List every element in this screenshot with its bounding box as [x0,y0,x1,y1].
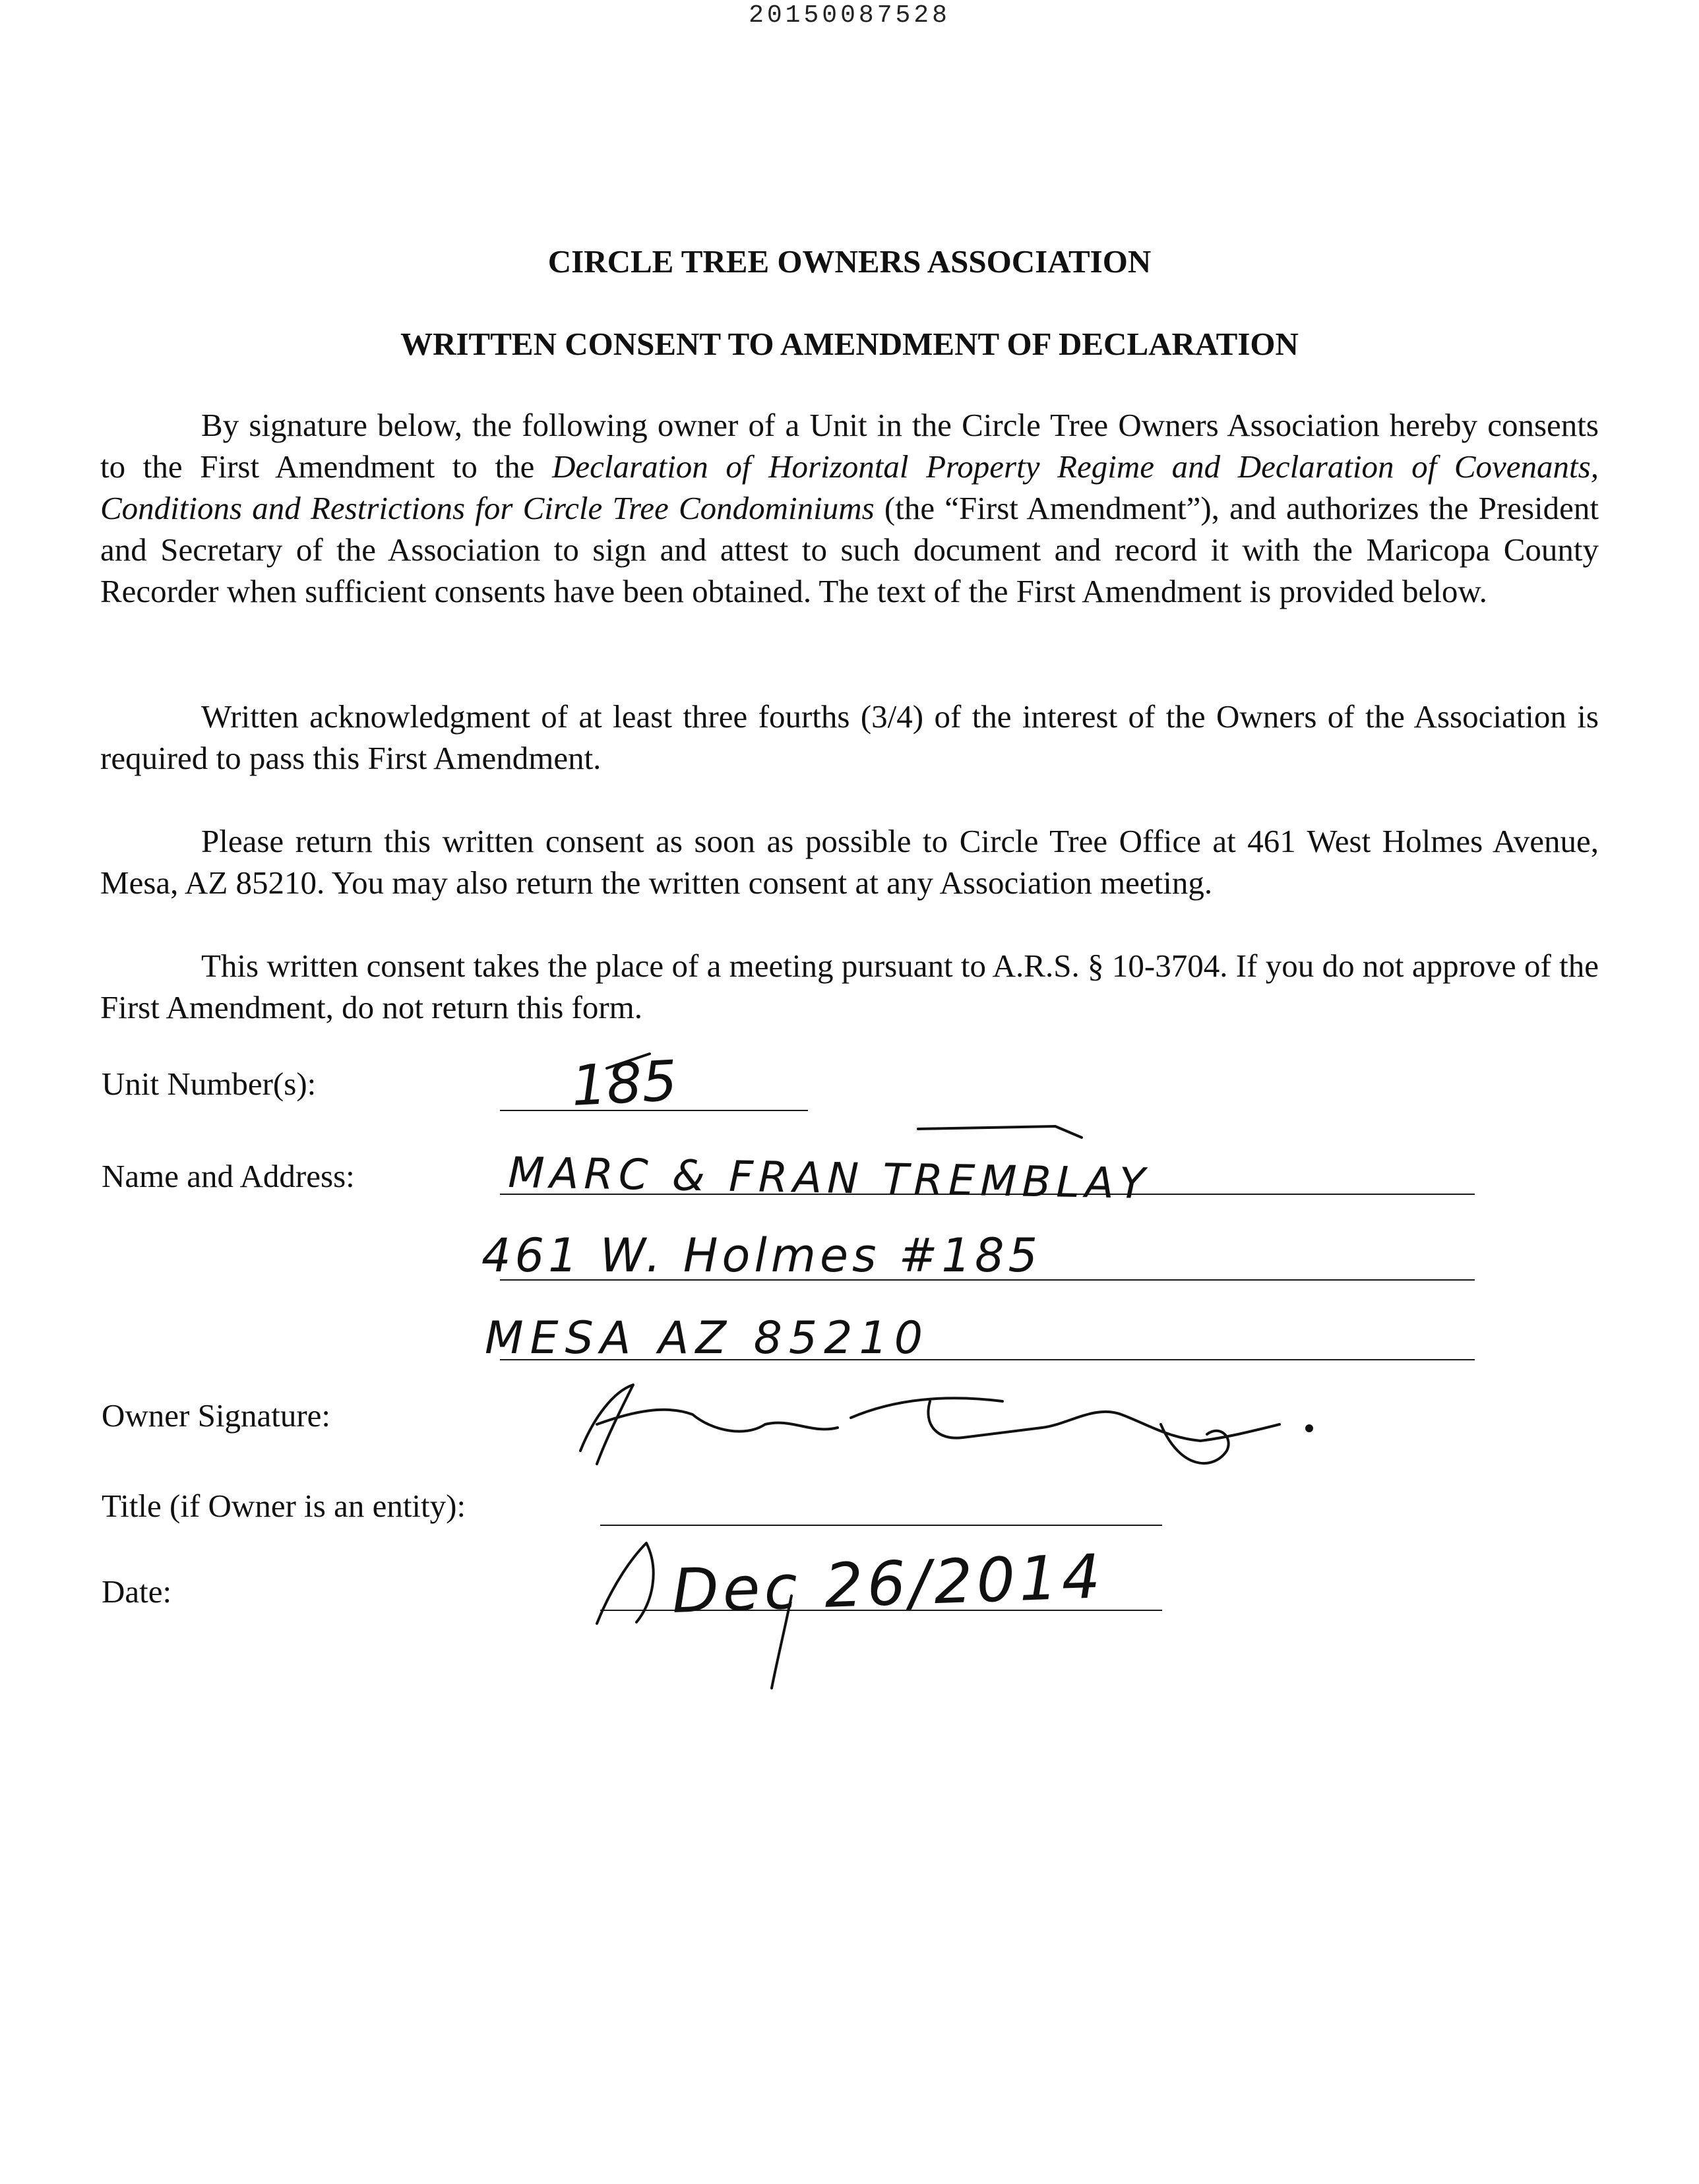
meeting-notice-paragraph: This written consent takes the place of a meeting pursuant to A.R.S. § 10-3704. If you do not approve of the First Amendment, do not return this form. [100,948,1599,1025]
name-handwritten: MARC & FRAN TREMBLAY [507,1149,1151,1209]
name-flourish [918,1126,1082,1138]
unit-number-label: Unit Number(s): [102,1066,317,1102]
consent-text-part1: By signature below, the following owner of a Unit in the Circle Tree Owners Association hereby consents to the First Amendment to the [100,407,1599,485]
title-entity-label: Title (if Owner is an entity): [102,1488,466,1524]
name-address-label: Name and Address: [102,1158,355,1194]
unit-number-handwritten: 185 [569,1048,679,1118]
date-handwritten: Dec 26/2014 [671,1541,1105,1627]
owner-signature-label: Owner Signature: [102,1397,330,1434]
return-instructions-paragraph: Please return this written consent as soon as possible to Circle Tree Office at 461 West Holmes Avenue, Mesa, AZ 85210. You may also return the written consent at any Association meeting. [100,823,1599,901]
address-handwritten-2: MESA AZ 85210 [485,1312,929,1364]
declaration-title: Declaration of Horizontal Property Regime and Declaration of Covenants, Conditions and Restrictions for Circle Tree Condominiums [100,448,1599,526]
acknowledgment-paragraph: Written acknowledgment of at least three fourths (3/4) of the interest of the Owners of the Association is required to pass this First Amendment. [100,698,1599,776]
address-handwritten-1: 461 W. Holmes #185 [481,1228,1042,1283]
association-title: CIRCLE TREE OWNERS ASSOCIATION [547,243,1152,280]
owner-signature-handwritten: Marc Tremblay [646,1390,1050,1445]
recording-number: 20150087528 [749,1,950,30]
date-label: Date: [102,1573,172,1610]
consent-text-part2: (the “First Amendment”), and authorizes the President and Secretary of the Association to sign and attest to such document and record it with the Maricopa County Recorder when sufficient consents have been obtained. The text of the First Amendment is provided below. [100,490,1599,609]
document-subtitle: WRITTEN CONSENT TO AMENDMENT OF DECLARATION [400,326,1299,362]
